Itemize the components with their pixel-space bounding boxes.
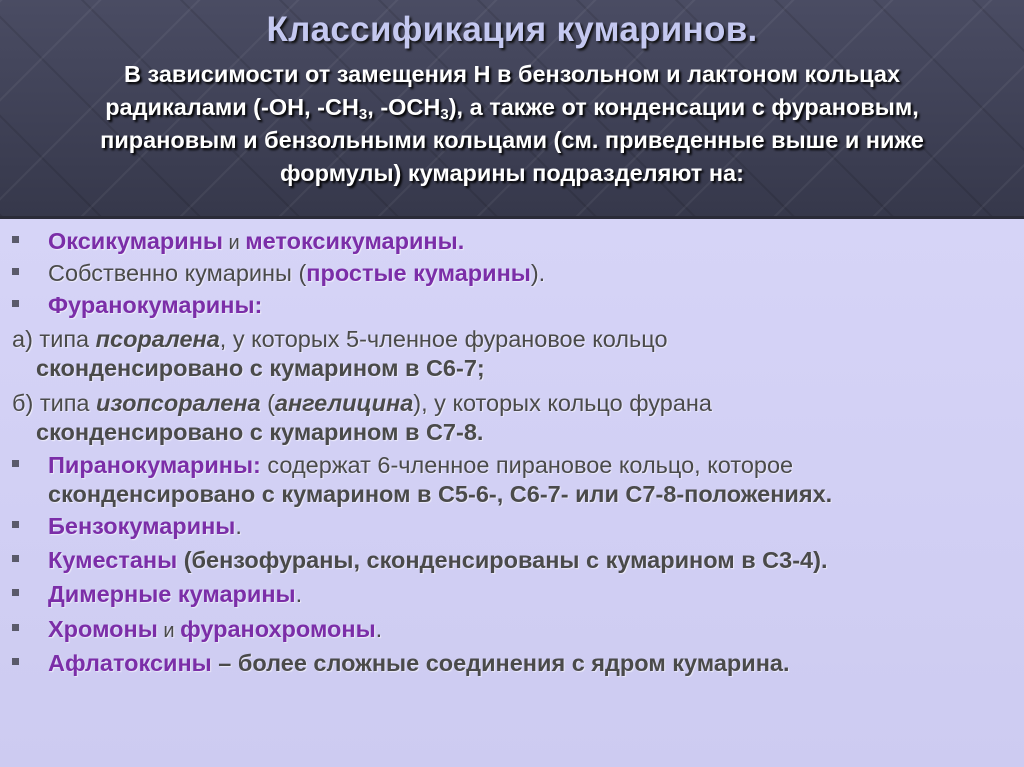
bullet-icon [12, 460, 19, 467]
term: фуранохромоны [180, 616, 376, 642]
text: содержат 6-членное пирановое кольцо, которое [260, 452, 794, 478]
list-item [12, 325, 1017, 383]
subscript: 3 [358, 106, 368, 123]
bullet-icon [12, 624, 19, 631]
content-panel [0, 219, 1024, 767]
subtitle-line: ), а также от конденсации с фурановым, [448, 94, 919, 120]
list-item [12, 546, 1017, 575]
subtitle-line: радикалами (-ОН, -СН [105, 94, 359, 120]
subtitle-line: , -ОСН [367, 94, 441, 120]
term: Оксикумарины [48, 228, 223, 254]
term: метоксикумарины [245, 228, 458, 254]
slide-title: Классификация кумаринов. [266, 10, 758, 49]
term: псоралена [95, 326, 220, 352]
list-item [12, 291, 1017, 320]
list-item [12, 389, 1017, 447]
bullet-icon [12, 555, 19, 562]
bullet-icon [12, 589, 19, 596]
text: ( [260, 390, 275, 416]
text: сконденсировано с кумарином в С5-6-, С6-7- или С7-8-положениях. [48, 481, 833, 507]
list-item [12, 615, 1017, 646]
subtitle-line: формулы) кумарины подразделяют на: [280, 160, 744, 186]
term: Афлатоксины [48, 650, 212, 676]
list-item [12, 259, 1017, 288]
term: Бензокумарины [48, 513, 236, 539]
bullet-icon [12, 236, 19, 243]
term: Пиранокумарины: [48, 452, 261, 478]
text: сконденсировано с кумарином в С7-8. [36, 419, 484, 445]
connector: и [157, 620, 181, 642]
text: ), у которых кольцо фурана [413, 390, 712, 416]
text: сконденсировано с кумарином в С6-7; [36, 355, 485, 381]
term: ангелицина [274, 390, 414, 416]
punct: : [254, 292, 263, 318]
term: Куместаны [48, 547, 178, 573]
list-item [12, 512, 1017, 541]
text: ). [530, 260, 546, 286]
bullet-icon [12, 268, 19, 275]
punct: . [457, 228, 465, 254]
subtitle-line: В зависимости от замещения Н в бензольном и лактоном кольцах [123, 61, 901, 87]
list-item [12, 649, 1017, 678]
text: (бензофураны, сконденсированы с кумарином в С3-4). [177, 547, 828, 573]
term: Фуранокумарины [48, 292, 255, 318]
list-item [12, 580, 1017, 609]
bullet-icon [12, 521, 19, 528]
term: изопсоралена [96, 390, 261, 416]
term: простые кумарины [306, 260, 531, 286]
text: Собственно кумарины ( [48, 260, 307, 286]
text: а) типа [12, 326, 96, 352]
term: Хромоны [48, 616, 158, 642]
text: , у которых 5-членное фурановое кольцо [219, 326, 668, 352]
subtitle-line: пирановым и бензольными кольцами (см. приведенные выше и ниже [100, 127, 924, 153]
term: Димерные кумарины [48, 581, 296, 607]
punct: . [295, 581, 303, 607]
punct: . [235, 513, 242, 539]
subscript: 3 [440, 106, 449, 123]
bullet-icon [12, 300, 19, 307]
slide-subtitle [8, 58, 1016, 190]
bullet-icon [12, 658, 19, 665]
list-item [12, 227, 1017, 258]
header-banner [0, 0, 1024, 219]
connector: и [222, 232, 246, 254]
text: б) типа [12, 390, 97, 416]
punct: . [375, 616, 383, 642]
list-item [12, 451, 1017, 509]
text: – более сложные соединения с ядром кумарина. [211, 650, 790, 676]
